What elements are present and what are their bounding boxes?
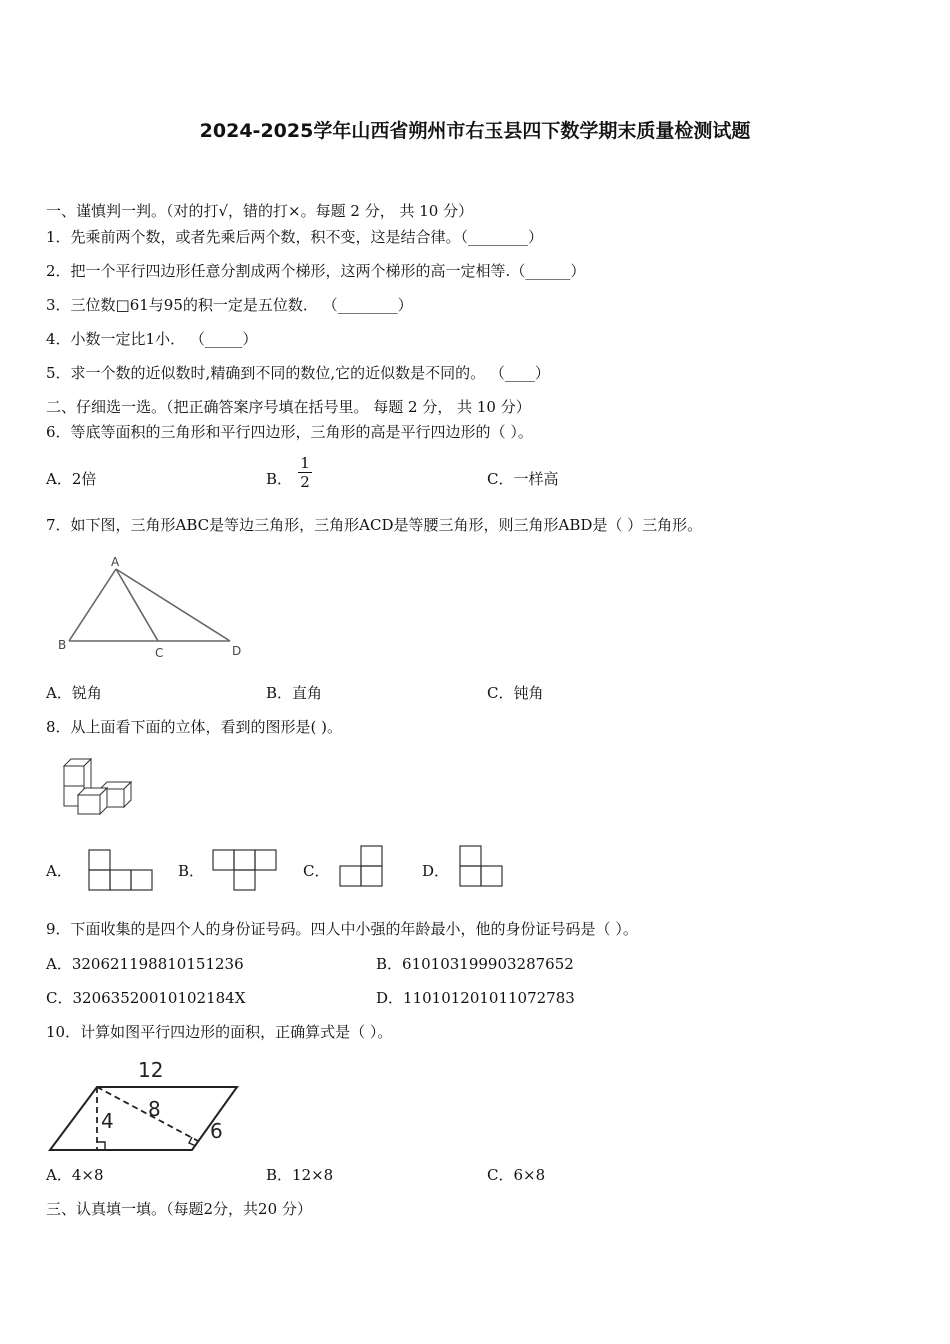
vertex-c-label: C [155, 646, 164, 660]
q9-option-b: B．610103199903287652 [376, 955, 574, 973]
q9-option-d: D．110101201011072783 [376, 989, 575, 1007]
edge-ac [116, 569, 158, 641]
q10-parallelogram-figure [48, 1058, 248, 1156]
section1-heading: 一、谨慎判一判。（对的打√，错的打×。每题 2 分， 共 10 分） [46, 202, 474, 220]
q10-option-a: A．4×8 [46, 1166, 104, 1184]
question-5: 5．求一个数的近似数时,精确到不同的数位,它的近似数是不同的。 （____） [46, 364, 550, 382]
q10-option-c: C．6×8 [487, 1166, 546, 1184]
q8-option-d-figure [459, 845, 505, 889]
label-height-4: 4 [101, 1109, 114, 1133]
label-base-12: 12 [138, 1058, 164, 1082]
question-7: 7．如下图，三角形ABC是等边三角形，三角形ACD是等腰三角形，则三角形ABD是（ ）三角形。 [46, 516, 703, 534]
fraction-numerator: 1 [300, 454, 310, 472]
section3-heading: 三、认真填一填。（每题2分，共20 分） [46, 1200, 312, 1218]
section2-heading: 二、仔细选一选。（把正确答案序号填在括号里。 每题 2 分， 共 10 分） [46, 398, 531, 416]
label-diag-8: 8 [148, 1097, 161, 1121]
q6-option-b: B． [266, 470, 293, 488]
question-4: 4．小数一定比1小． （_____） [46, 330, 258, 348]
q7-option-c: C．钝角 [487, 684, 544, 702]
edge-ab [69, 569, 116, 641]
vertex-b-label: B [58, 638, 67, 652]
q8-option-b: B． [178, 862, 205, 880]
q6-option-c: C．一样高 [487, 470, 559, 488]
q6-option-a: A．2倍 [46, 470, 97, 488]
vertex-a-label: A [111, 555, 120, 569]
question-9: 9．下面收集的是四个人的身份证号码。四人中小强的年龄最小，他的身份证号码是（ ）。 [46, 920, 638, 938]
q8-option-c-figure [339, 845, 385, 889]
question-2: 2．把一个平行四边形任意分割成两个梯形，这两个梯形的高一定相等.（______） [46, 262, 586, 280]
q10-option-b: B．12×8 [266, 1166, 334, 1184]
vertex-d-label: D [232, 644, 242, 658]
question-3: 3．三位数□61与95的积一定是五位数． （________） [46, 296, 413, 314]
question-6: 6．等底等面积的三角形和平行四边形，三角形的高是平行四边形的（ ）。 [46, 423, 533, 441]
fraction-denominator: 2 [300, 473, 310, 491]
question-10: 10．计算如图平行四边形的面积，正确算式是（ ）。 [46, 1023, 393, 1041]
q8-option-a-figure [88, 849, 154, 893]
q7-option-b: B．直角 [266, 684, 323, 702]
label-side-6: 6 [210, 1119, 223, 1143]
q7-option-a: A．锐角 [46, 684, 102, 702]
page-title: 2024-2025学年山西省朔州市右玉县四下数学期末质量检测试题 [199, 120, 751, 142]
q8-cube-solid [60, 755, 135, 817]
q7-triangle-figure [55, 553, 255, 661]
question-1: 1．先乘前两个数，或者先乘后两个数，积不变，这是结合律。（________） [46, 228, 544, 246]
q8-option-d: D． [422, 862, 450, 880]
q8-option-a: A． [46, 862, 72, 880]
q8-option-b-figure [212, 849, 278, 893]
edge-ad [116, 569, 230, 641]
parallelogram-outline [50, 1087, 237, 1150]
q9-option-c: C．32063520010102184X [46, 989, 246, 1007]
question-8: 8．从上面看下面的立体，看到的图形是( )。 [46, 718, 343, 736]
q8-option-c: C． [303, 862, 330, 880]
q6-fraction [298, 455, 312, 490]
right-angle-mark-bottom [97, 1142, 105, 1150]
q9-option-a: A．320621198810151236 [46, 955, 244, 973]
